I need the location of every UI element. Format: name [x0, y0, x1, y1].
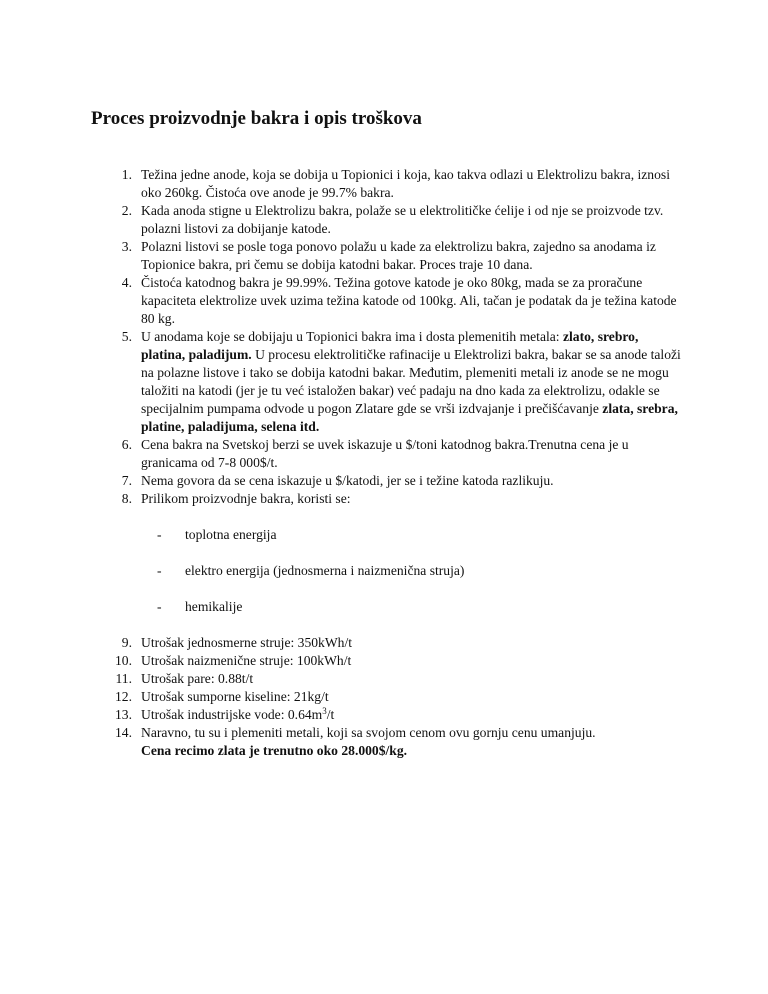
- sub-list-item: [141, 526, 681, 544]
- list-item: [0, 634, 681, 652]
- numbered-list: [0, 166, 768, 760]
- item-text: /t: [326, 707, 335, 722]
- item-text: Nema govora da se cena iskazuje u $/katodi, jer se i težine katoda razlikuju.: [141, 473, 554, 488]
- sub-list: [141, 526, 681, 616]
- item-text: Kada anoda stigne u Elektrolizu bakra, polaže se u elektrolitičke ćelije i od nje se proizvode tzv. polazni listovi za dobijanje katode.: [141, 203, 664, 236]
- list-item: [0, 724, 681, 760]
- item-text: Utrošak pare: 0.88t/t: [141, 671, 254, 686]
- dash-bullet: -: [157, 599, 162, 614]
- dash-bullet: -: [157, 527, 162, 542]
- item-text: Čistoća katodnog bakra je 99.99%. Težina gotove katode je oko 80kg, mada se za proračune kapaciteta elektrolize uvek uzima težina katode od 100kg. Ali, tačan je podatak da je težina katode 80 kg.: [141, 275, 677, 326]
- list-item: [0, 436, 681, 472]
- item-text: Utrošak industrijske vode: 0.64m: [141, 707, 323, 722]
- sub-list-item: [141, 562, 681, 580]
- item-text: Težina jedne anode, koja se dobija u Topionici i koja, kao takva odlazi u Elektrolizu bakra, iznosi oko 260kg. Čistoća ove anode je 99.7% bakra.: [141, 167, 670, 200]
- item-text: Naravno, tu su i plemeniti metali, koji sa svojom cenom ovu gornju cenu umanjuju.: [141, 725, 596, 740]
- superscript: 3: [322, 706, 327, 716]
- item-number: 10.: [115, 653, 132, 668]
- dash-bullet: -: [157, 563, 162, 578]
- list-item: [0, 202, 681, 238]
- item-number: 3.: [121, 239, 132, 254]
- list-item: [0, 238, 681, 274]
- list-item: [0, 652, 681, 670]
- item-number: 11.: [115, 671, 132, 686]
- item-number: 14.: [115, 725, 132, 740]
- item-bold-text: Cena recimo zlata je trenutno oko 28.000$/kg.: [141, 743, 408, 758]
- item-text: Polazni listovi se posle toga ponovo polažu u kade za elektrolizu bakra, zajedno sa anodama iz Topionice bakra, pri čemu se dobija katodni bakar. Proces traje 10 dana.: [141, 239, 656, 272]
- item-number: 12.: [115, 689, 132, 704]
- list-item: [0, 328, 681, 436]
- list-item: [0, 688, 681, 706]
- item-number: 2.: [121, 203, 132, 218]
- item-number: 13.: [115, 707, 132, 722]
- item-text: Utrošak jednosmerne struje: 350kWh/t: [141, 635, 353, 650]
- sub-item-text: toplotna energija: [185, 527, 277, 542]
- document-title: Proces proizvodnje bakra i opis troškova: [91, 108, 422, 129]
- item-text: Utrošak sumporne kiseline: 21kg/t: [141, 689, 329, 704]
- item-number: 6.: [121, 437, 132, 452]
- list-item: [0, 166, 681, 202]
- item-text: Utrošak naizmenične struje: 100kWh/t: [141, 653, 352, 668]
- item-number: 5.: [121, 329, 132, 344]
- item-bold-text: zlata, srebra, platine, paladijuma, selena itd.: [141, 401, 678, 434]
- item-number: 8.: [121, 491, 132, 506]
- item-number: 1.: [121, 167, 132, 182]
- list-item: [0, 706, 681, 724]
- list-item: [0, 472, 681, 490]
- list-item: [0, 274, 681, 328]
- item-number: 4.: [121, 275, 132, 290]
- item-number: 7.: [121, 473, 132, 488]
- item-text: Cena bakra na Svetskoj berzi se uvek iskazuje u $/toni katodnog bakra.Trenutna cena je u granicama od 7-8 000$/t.: [141, 437, 629, 470]
- item-text: U anodama koje se dobijaju u Topionici bakra ima i dosta plemenitih metala:: [141, 329, 563, 344]
- item-bold-text: zlato, srebro, platina, paladijum.: [141, 329, 639, 362]
- item-number: 9.: [121, 635, 132, 650]
- sub-item-text: elektro energija (jednosmerna i naizmenična struja): [185, 563, 465, 578]
- list-item: [0, 670, 681, 688]
- item-text: Prilikom proizvodnje bakra, koristi se:: [141, 491, 351, 506]
- sub-list-item: [141, 598, 681, 616]
- list-item: [0, 490, 681, 616]
- item-text: U procesu elektrolitičke rafinacije u Elektrolizi bakra, bakar se sa anode taloži na polazne listove i tako se dobija katodni bakar. Međutim, plemeniti metali iz anode se ne mogu taložiti na katodi (jer je tu već istaložen bakar) već padaju na dno kada za elektrolizu, odakle se specijalnim pumpama odvode u pogon Zlatare gde se vrši izdvajanje i prečišćavanje: [141, 347, 681, 416]
- sub-item-text: hemikalije: [185, 599, 243, 614]
